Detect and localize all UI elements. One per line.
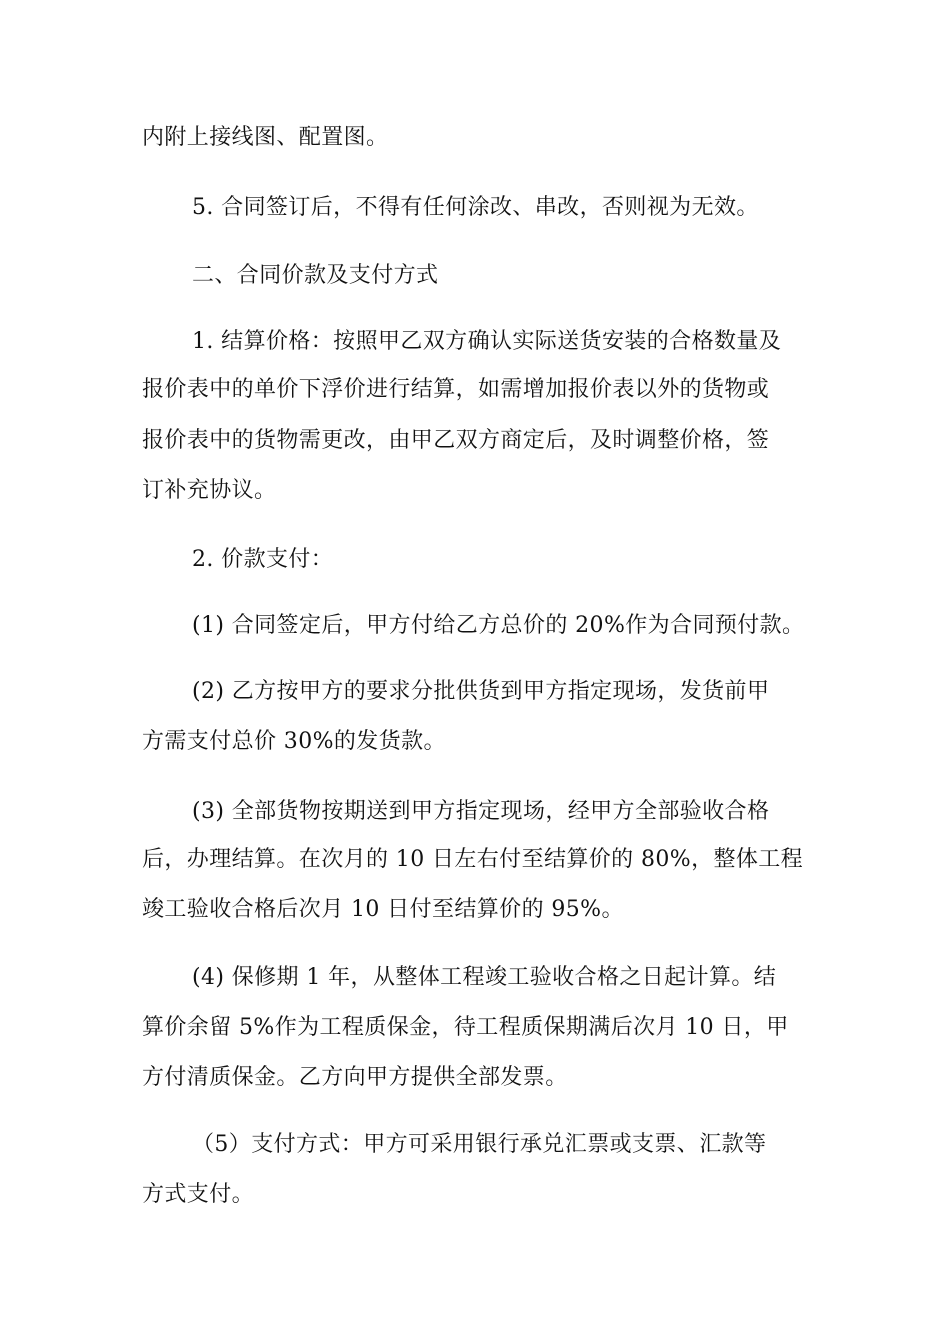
clause-5: 5. 合同签订后，不得有任何涂改、串改，否则视为无效。 bbox=[192, 195, 759, 220]
clause-1-line: 报价表中的单价下浮价进行结算，如需增加报价表以外的货物或 bbox=[142, 377, 770, 402]
item-3-line: 竣工验收合格后次月 10 日付至结算价的 95%。 bbox=[142, 897, 624, 922]
clause-1-line: 报价表中的货物需更改，由甲乙双方商定后，及时调整价格，签 bbox=[142, 428, 770, 453]
clause-2-heading: 2. 价款支付： bbox=[192, 547, 334, 572]
item-2-line: (2) 乙方按甲方的要求分批供货到甲方指定现场，发货前甲 bbox=[192, 679, 770, 704]
section-heading: 二、合同价款及支付方式 bbox=[192, 263, 439, 288]
item-4-line: 算价余留 5%作为工程质保金，待工程质保期满后次月 10 日，甲 bbox=[142, 1015, 789, 1040]
item-4-line: (4) 保修期 1 年，从整体工程竣工验收合格之日起计算。结 bbox=[192, 965, 777, 990]
item-3-line: (3) 全部货物按期送到甲方指定现场，经甲方全部验收合格 bbox=[192, 799, 770, 824]
clause-1-line: 1. 结算价格：按照甲乙双方确认实际送货安装的合格数量及 bbox=[192, 329, 782, 354]
item-5-line: （5）支付方式：甲方可采用银行承兑汇票或支票、汇款等 bbox=[192, 1132, 767, 1157]
item-4-line: 方付清质保金。乙方向甲方提供全部发票。 bbox=[142, 1065, 568, 1090]
item-3-line: 后，办理结算。在次月的 10 日左右付至结算价的 80%，整体工程 bbox=[142, 847, 804, 872]
item-1: (1) 合同签定后，甲方付给乙方总价的 20%作为合同预付款。 bbox=[192, 613, 805, 638]
text-line: 内附上接线图、配置图。 bbox=[142, 125, 389, 150]
clause-1-line: 订补充协议。 bbox=[142, 478, 277, 503]
item-2-line: 方需支付总价 30%的发货款。 bbox=[142, 729, 446, 754]
item-5-line: 方式支付。 bbox=[142, 1182, 255, 1207]
